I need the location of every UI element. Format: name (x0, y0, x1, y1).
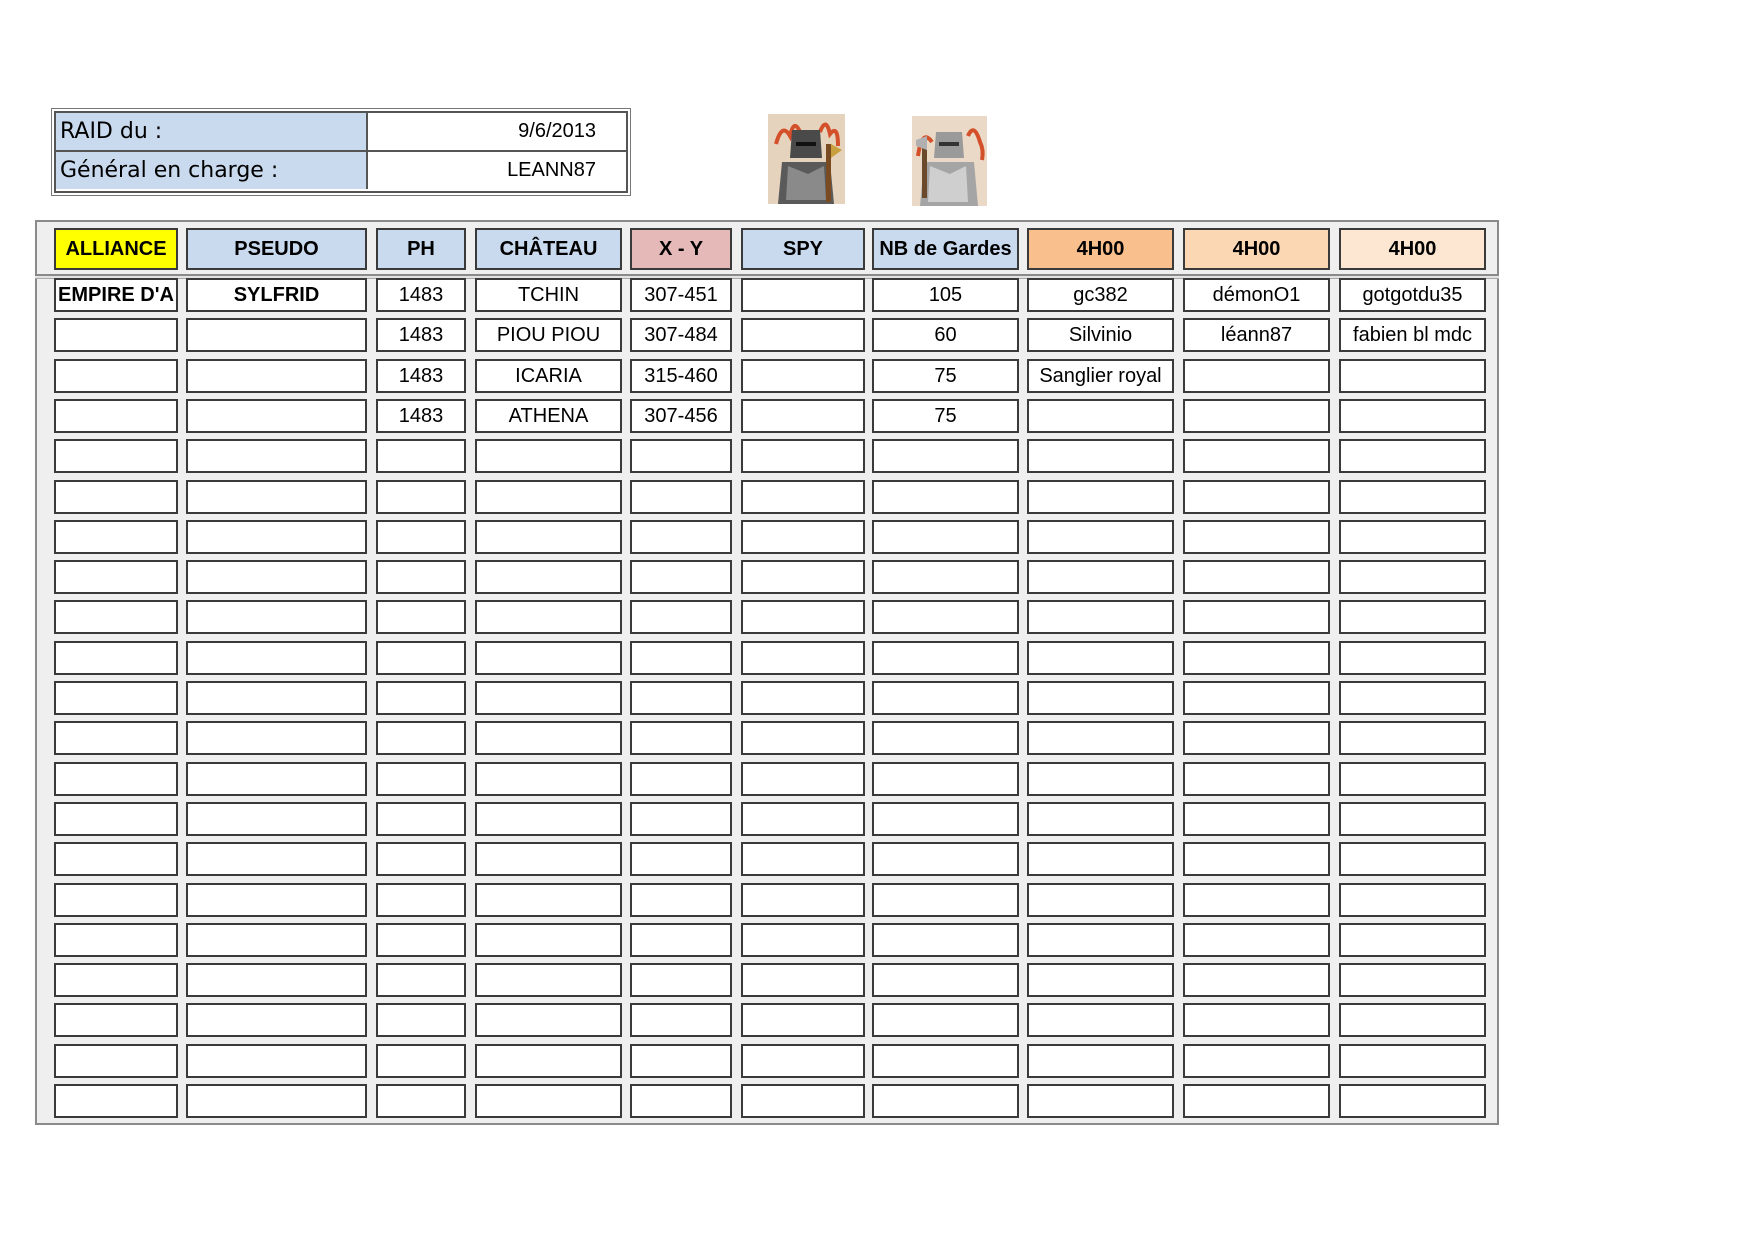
cell-4h00-a[interactable] (1027, 883, 1174, 917)
cell-spy[interactable] (741, 762, 865, 796)
cell-pseudo[interactable] (186, 318, 367, 352)
cell-alliance[interactable] (54, 762, 178, 796)
cell-nb-gardes[interactable] (872, 1003, 1019, 1037)
cell-alliance[interactable] (54, 842, 178, 876)
cell-chateau[interactable] (475, 641, 622, 675)
cell-4h00-b[interactable] (1183, 762, 1330, 796)
cell-alliance[interactable] (54, 923, 178, 957)
raid-date-row (56, 113, 626, 150)
cell-nb-gardes[interactable] (872, 721, 1019, 755)
cell-pseudo[interactable] (186, 439, 367, 473)
cell-4h00-c[interactable] (1339, 1084, 1486, 1118)
cell-nb-gardes[interactable] (872, 963, 1019, 997)
cell-4h00-a[interactable] (1027, 762, 1174, 796)
cell-ph[interactable]: 1483 (376, 399, 466, 433)
cell-xy[interactable] (630, 439, 732, 473)
cell-ph[interactable]: 1483 (376, 318, 466, 352)
cell-ph[interactable] (376, 762, 466, 796)
cell-alliance[interactable] (54, 1003, 178, 1037)
cell-4h00-b[interactable] (1183, 1084, 1330, 1118)
cell-spy[interactable] (741, 1003, 865, 1037)
cell-4h00-c[interactable] (1339, 802, 1486, 836)
cell-4h00-c[interactable] (1339, 762, 1486, 796)
cell-alliance[interactable] (54, 600, 178, 634)
cell-xy[interactable] (630, 802, 732, 836)
cell-spy[interactable] (741, 1084, 865, 1118)
cell-nb-gardes[interactable] (872, 1044, 1019, 1078)
cell-xy[interactable] (630, 480, 732, 514)
cell-pseudo[interactable] (186, 560, 367, 594)
cell-xy[interactable] (630, 762, 732, 796)
cell-4h00-b[interactable] (1183, 359, 1330, 393)
cell-ph[interactable] (376, 480, 466, 514)
cell-chateau[interactable] (475, 802, 622, 836)
cell-nb-gardes[interactable] (872, 842, 1019, 876)
cell-spy[interactable] (741, 1044, 865, 1078)
cell-spy[interactable] (741, 600, 865, 634)
cell-chateau[interactable]: TCHIN (475, 278, 622, 312)
cell-4h00-b[interactable] (1183, 399, 1330, 433)
cell-ph[interactable]: 1483 (376, 359, 466, 393)
cell-chateau[interactable] (475, 721, 622, 755)
header-chateau: CHÂTEAU (475, 228, 622, 270)
cell-4h00-a[interactable] (1027, 480, 1174, 514)
cell-ph[interactable] (376, 641, 466, 675)
cell-spy[interactable] (741, 318, 865, 352)
cell-ph[interactable]: 1483 (376, 278, 466, 312)
knight-icon (768, 114, 845, 204)
cell-pseudo[interactable] (186, 963, 367, 997)
cell-alliance[interactable] (54, 359, 178, 393)
cell-4h00-a[interactable] (1027, 520, 1174, 554)
cell-pseudo[interactable] (186, 923, 367, 957)
cell-alliance[interactable] (54, 480, 178, 514)
cell-alliance[interactable] (54, 520, 178, 554)
cell-spy[interactable] (741, 802, 865, 836)
cell-pseudo[interactable] (186, 1044, 367, 1078)
cell-4h00-c[interactable] (1339, 520, 1486, 554)
cell-chateau[interactable] (475, 1003, 622, 1037)
cell-4h00-a[interactable] (1027, 681, 1174, 715)
cell-4h00-c[interactable] (1339, 600, 1486, 634)
cell-xy[interactable] (630, 560, 732, 594)
general-label: Général en charge : (56, 152, 368, 189)
cell-4h00-b[interactable] (1183, 802, 1330, 836)
cell-nb-gardes[interactable] (872, 762, 1019, 796)
header-pseudo: PSEUDO (186, 228, 367, 270)
cell-4h00-b[interactable] (1183, 1044, 1330, 1078)
header-spy: SPY (741, 228, 865, 270)
cell-4h00-b[interactable] (1183, 923, 1330, 957)
raid-date-label: RAID du : (56, 113, 368, 150)
cell-4h00-c[interactable] (1339, 480, 1486, 514)
cell-4h00-c[interactable] (1339, 560, 1486, 594)
cell-nb-gardes[interactable]: 60 (872, 318, 1019, 352)
cell-ph[interactable] (376, 520, 466, 554)
cell-alliance[interactable]: EMPIRE D'A (54, 278, 178, 312)
cell-chateau[interactable] (475, 480, 622, 514)
cell-pseudo[interactable] (186, 399, 367, 433)
cell-xy[interactable] (630, 1003, 732, 1037)
cell-alliance[interactable] (54, 560, 178, 594)
cell-4h00-a[interactable] (1027, 641, 1174, 675)
cell-ph[interactable] (376, 681, 466, 715)
cell-4h00-a[interactable] (1027, 439, 1174, 473)
cell-chateau[interactable] (475, 883, 622, 917)
cell-xy[interactable]: 307-451 (630, 278, 732, 312)
cell-4h00-c[interactable] (1339, 359, 1486, 393)
cell-nb-gardes[interactable] (872, 1084, 1019, 1118)
cell-chateau[interactable]: ATHENA (475, 399, 622, 433)
cell-4h00-b[interactable] (1183, 560, 1330, 594)
cell-4h00-b[interactable] (1183, 681, 1330, 715)
cell-spy[interactable] (741, 278, 865, 312)
cell-chateau[interactable]: ICARIA (475, 359, 622, 393)
header-4h00-c: 4H00 (1339, 228, 1486, 270)
cell-chateau[interactable] (475, 600, 622, 634)
general-row (56, 152, 626, 189)
cell-ph[interactable] (376, 1044, 466, 1078)
cell-spy[interactable] (741, 963, 865, 997)
cell-ph[interactable] (376, 721, 466, 755)
cell-alliance[interactable] (54, 1084, 178, 1118)
cell-chateau[interactable] (475, 681, 622, 715)
cell-xy[interactable] (630, 681, 732, 715)
cell-xy[interactable] (630, 963, 732, 997)
cell-chateau[interactable] (475, 1044, 622, 1078)
cell-spy[interactable] (741, 480, 865, 514)
cell-4h00-c[interactable] (1339, 439, 1486, 473)
cell-pseudo[interactable] (186, 1084, 367, 1118)
cell-nb-gardes[interactable] (872, 480, 1019, 514)
cell-alliance[interactable] (54, 318, 178, 352)
cell-4h00-a[interactable] (1027, 600, 1174, 634)
cell-alliance[interactable] (54, 439, 178, 473)
cell-spy[interactable] (741, 883, 865, 917)
cell-xy[interactable] (630, 842, 732, 876)
cell-xy[interactable] (630, 721, 732, 755)
cell-xy[interactable]: 307-456 (630, 399, 732, 433)
cell-4h00-a[interactable] (1027, 963, 1174, 997)
cell-xy[interactable] (630, 923, 732, 957)
cell-spy[interactable] (741, 399, 865, 433)
cell-4h00-b[interactable] (1183, 600, 1330, 634)
cell-spy[interactable] (741, 359, 865, 393)
cell-chateau[interactable] (475, 1084, 622, 1118)
cell-spy[interactable] (741, 842, 865, 876)
cell-nb-gardes[interactable] (872, 560, 1019, 594)
cell-xy[interactable] (630, 883, 732, 917)
cell-pseudo[interactable] (186, 520, 367, 554)
cell-alliance[interactable] (54, 802, 178, 836)
cell-4h00-c[interactable] (1339, 1003, 1486, 1037)
cell-pseudo[interactable] (186, 762, 367, 796)
cell-4h00-a[interactable] (1027, 1044, 1174, 1078)
cell-4h00-a[interactable] (1027, 1003, 1174, 1037)
cell-4h00-b[interactable] (1183, 963, 1330, 997)
header-4h00-a: 4H00 (1027, 228, 1174, 270)
cell-ph[interactable] (376, 1003, 466, 1037)
cell-chateau[interactable]: PIOU PIOU (475, 318, 622, 352)
cell-alliance[interactable] (54, 963, 178, 997)
cell-4h00-c[interactable] (1339, 883, 1486, 917)
cell-spy[interactable] (741, 439, 865, 473)
cell-pseudo[interactable] (186, 641, 367, 675)
cell-xy[interactable] (630, 1044, 732, 1078)
cell-ph[interactable] (376, 802, 466, 836)
cell-4h00-b[interactable] (1183, 520, 1330, 554)
cell-chateau[interactable] (475, 963, 622, 997)
cell-4h00-c[interactable]: fabien bl mdc (1339, 318, 1486, 352)
cell-ph[interactable] (376, 1084, 466, 1118)
cell-pseudo[interactable] (186, 600, 367, 634)
cell-4h00-c[interactable] (1339, 842, 1486, 876)
cell-spy[interactable] (741, 923, 865, 957)
cell-4h00-a[interactable]: Silvinio (1027, 318, 1174, 352)
cell-chateau[interactable] (475, 560, 622, 594)
cell-pseudo[interactable] (186, 480, 367, 514)
cell-xy[interactable] (630, 600, 732, 634)
cell-4h00-b[interactable] (1183, 439, 1330, 473)
cell-pseudo[interactable] (186, 802, 367, 836)
cell-4h00-a[interactable]: Sanglier royal (1027, 359, 1174, 393)
cell-pseudo[interactable] (186, 1003, 367, 1037)
cell-4h00-c[interactable] (1339, 721, 1486, 755)
cell-nb-gardes[interactable]: 105 (872, 278, 1019, 312)
cell-4h00-a[interactable] (1027, 560, 1174, 594)
general-value[interactable]: LEANN87 (370, 152, 626, 189)
cell-nb-gardes[interactable]: 75 (872, 399, 1019, 433)
cell-alliance[interactable] (54, 1044, 178, 1078)
cell-4h00-b[interactable] (1183, 641, 1330, 675)
cell-chateau[interactable] (475, 923, 622, 957)
cell-4h00-b[interactable]: démonO1 (1183, 278, 1330, 312)
cell-4h00-a[interactable] (1027, 842, 1174, 876)
cell-chateau[interactable] (475, 520, 622, 554)
cell-xy[interactable] (630, 1084, 732, 1118)
cell-4h00-a[interactable] (1027, 802, 1174, 836)
cell-nb-gardes[interactable] (872, 520, 1019, 554)
cell-spy[interactable] (741, 560, 865, 594)
cell-ph[interactable] (376, 600, 466, 634)
cell-4h00-b[interactable]: léann87 (1183, 318, 1330, 352)
cell-alliance[interactable] (54, 721, 178, 755)
cell-spy[interactable] (741, 520, 865, 554)
header-xy: X - Y (630, 228, 732, 270)
cell-ph[interactable] (376, 560, 466, 594)
cell-spy[interactable] (741, 681, 865, 715)
cell-spy[interactable] (741, 641, 865, 675)
cell-chateau[interactable] (475, 762, 622, 796)
cell-4h00-a[interactable] (1027, 399, 1174, 433)
header-ph: PH (376, 228, 466, 270)
header-4h00-b: 4H00 (1183, 228, 1330, 270)
cell-chateau[interactable] (475, 842, 622, 876)
cell-ph[interactable] (376, 883, 466, 917)
cell-4h00-b[interactable] (1183, 480, 1330, 514)
cell-4h00-b[interactable] (1183, 842, 1330, 876)
knight-icon (912, 116, 987, 206)
cell-4h00-c[interactable] (1339, 963, 1486, 997)
cell-nb-gardes[interactable] (872, 802, 1019, 836)
cell-ph[interactable] (376, 963, 466, 997)
raid-info-block (54, 111, 628, 193)
cell-xy[interactable] (630, 641, 732, 675)
cell-xy[interactable]: 315-460 (630, 359, 732, 393)
cell-alliance[interactable] (54, 399, 178, 433)
cell-pseudo[interactable] (186, 359, 367, 393)
cell-spy[interactable] (741, 721, 865, 755)
header-alliance: ALLIANCE (54, 228, 178, 270)
cell-4h00-c[interactable] (1339, 681, 1486, 715)
cell-nb-gardes[interactable]: 75 (872, 359, 1019, 393)
cell-4h00-c[interactable] (1339, 641, 1486, 675)
cell-nb-gardes[interactable] (872, 641, 1019, 675)
cell-4h00-b[interactable] (1183, 883, 1330, 917)
cell-xy[interactable]: 307-484 (630, 318, 732, 352)
cell-4h00-b[interactable] (1183, 1003, 1330, 1037)
cell-chateau[interactable] (475, 439, 622, 473)
cell-alliance[interactable] (54, 681, 178, 715)
cell-ph[interactable] (376, 923, 466, 957)
cell-ph[interactable] (376, 842, 466, 876)
cell-pseudo[interactable] (186, 883, 367, 917)
cell-4h00-c[interactable] (1339, 399, 1486, 433)
cell-4h00-c[interactable] (1339, 1044, 1486, 1078)
cell-nb-gardes[interactable] (872, 600, 1019, 634)
cell-nb-gardes[interactable] (872, 681, 1019, 715)
cell-4h00-a[interactable]: gc382 (1027, 278, 1174, 312)
cell-alliance[interactable] (54, 883, 178, 917)
cell-pseudo[interactable] (186, 842, 367, 876)
cell-4h00-a[interactable] (1027, 923, 1174, 957)
cell-pseudo[interactable] (186, 681, 367, 715)
cell-4h00-b[interactable] (1183, 721, 1330, 755)
cell-4h00-c[interactable] (1339, 923, 1486, 957)
cell-nb-gardes[interactable] (872, 883, 1019, 917)
cell-nb-gardes[interactable] (872, 439, 1019, 473)
raid-date-value[interactable]: 9/6/2013 (370, 113, 626, 150)
cell-pseudo[interactable] (186, 721, 367, 755)
cell-nb-gardes[interactable] (872, 923, 1019, 957)
cell-4h00-a[interactable] (1027, 1084, 1174, 1118)
cell-4h00-c[interactable]: gotgotdu35 (1339, 278, 1486, 312)
cell-4h00-a[interactable] (1027, 721, 1174, 755)
cell-alliance[interactable] (54, 641, 178, 675)
cell-ph[interactable] (376, 439, 466, 473)
header-nb-gardes: NB de Gardes (872, 228, 1019, 270)
cell-xy[interactable] (630, 520, 732, 554)
cell-pseudo[interactable]: SYLFRID (186, 278, 367, 312)
